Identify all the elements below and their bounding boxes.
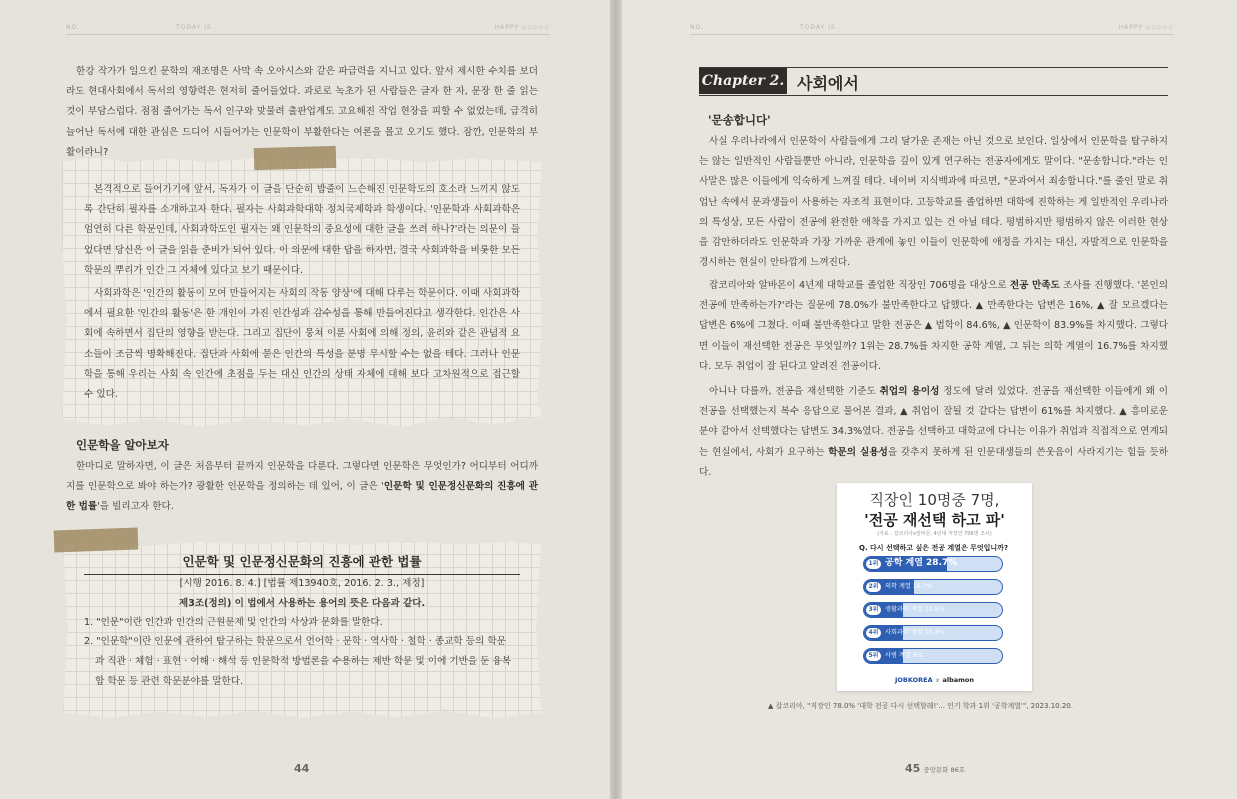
section-paragraph: 한마디로 말하자면, 이 글은 처음부터 끝까지 인문학을 다룬다. 그렇다면 인문학은 무엇인가? 어디부터 어디까지를 인문학으로 봐야 하는가? 광활한 인문학을 정의하는 데 있어, 이 글은 '인문학 및 인문정신문화의 진흥에 관한 법률'을 빌리고자 한다. <box>66 461 538 513</box>
chapter-tag: Chapter 2. <box>699 68 787 94</box>
infographic-rank-badge: 2위 <box>866 582 881 592</box>
book-gutter <box>610 0 622 799</box>
note-paragraph-2: 사회과학은 '인간의 활동이 모여 만들어지는 사회의 작동 양상'에 대해 다루는 학문이다. 이때 사회과학에서 필요한 '인간의 활동'은 한 개인이 가진 인간성과 감수성을 통해 만들어진다고 생각한다. 인간은 사회에 속하면서 집단의 영향을 받는다. 그리고 집단이 뭉쳐 이룬 사회에 의해 정의, 윤리와 같은 관념적 요소들이 조금씩 명확해진다. 집단과 사회에 묻은 인간의 특성을 분명 무시할 수는 없을 테다. 그러나 인문학을 통해 우리는 사회 속 인간에 초점을 두는 대신 인간의 상태 자체에 대해 보다 고차원적으로 접근할 수 있다. <box>84 288 520 401</box>
page-number: 45 <box>905 762 921 775</box>
infographic-source: (자료 : 잡코리아x알바몬, 4년대 직장인 706명 조사) <box>877 531 992 537</box>
infographic-title-line-2: '전공 재선택 하고 파' <box>864 511 1005 529</box>
infographic-row <box>863 602 1003 618</box>
header-happy: HAPPY ◇◇◇◇◇ <box>494 24 550 31</box>
infographic-caption: ▲ 잡코리아, "직장인 78.0% '대학 전공 다시 선택할래!'... 인기 학과 1위 '공학계열'", 2023.10.20. <box>768 702 1073 710</box>
law-item-1: 1. "인문"이란 인간과 인간의 근원문제 및 인간의 사상과 문화를 말한다. <box>84 617 383 628</box>
section-heading: 인문학을 알아보자 <box>76 438 169 452</box>
note-paragraph-1: 본격적으로 들어가기에 앞서, 독자가 이 글을 단순히 밥줄이 느슨해진 인문학도의 호소라 느끼지 않도록 간단히 필자를 소개하고자 한다. 필자는 사회과학대학 정치국제학과 학생이다. '인문학과 사회과학은 엄연히 다른 학문인데, 사회과학도인 필자는 왜 인문학의 중요성에 대한 글을 쓰려 하나?'라는 의문이 들었다면 당신은 이 글을 읽을 준비가 되어 있다. 이 의문에 대한 답을 하자면, 결국 사회과학을 비롯한 모든 학문의 뿌리가 인간 그 자체에 있다고 보기 때문이다. <box>84 184 520 276</box>
law-meta: [시행 2016. 8. 4.] [법률 제13940호, 2016. 2. 3., 제정] <box>179 578 425 589</box>
tape-strip <box>254 146 337 170</box>
page-number-left: 44 <box>294 762 310 775</box>
infographic-row <box>863 625 1003 641</box>
infographic-row <box>863 648 1003 664</box>
tape-strip <box>54 528 139 553</box>
law-title: 인문학 및 인문정신문화의 진흥에 관한 법률 <box>84 552 520 575</box>
infographic-row <box>863 556 1003 572</box>
infographic-title-line-1: 직장인 10명중 7명, <box>869 491 1000 509</box>
infographic-row-label: 사범 계열 9% <box>885 652 923 659</box>
body-paragraph-2: 잡코리아와 알바몬이 4년제 대학교를 졸업한 직장인 706명을 대상으로 전공 만족도 조사를 진행했다. '본인의 전공에 만족하는가?'라는 질문에 78.0%가 불만족한다고 답했다. ▲ 만족한다는 답변은 16%, ▲ 잘 모르겠다는 답변은 6%에 그쳤다. 이때 불만족한다고 말한 전공은 ▲ 법학이 84.6%, ▲ 인문학이 83.9%를 차지했다. 그렇다면 이들이 재선택한 전공은 무엇일까? 1위는 28.7%를 차지한 공학 계열, 그 뒤는 의학 계열이 16.7%를 차지했다. 모두 취업이 잘 된다고 알려진 전공이다. <box>699 280 1168 372</box>
logo-separator: x <box>935 676 940 684</box>
infographic-question: Q. 다시 선택하고 싶은 전공 계열은 무엇입니까? <box>859 544 1009 552</box>
infographic-rank-badge: 4위 <box>866 628 881 638</box>
infographic-row <box>863 579 1003 595</box>
infographic-row-label: 공학 계열 28.7% <box>885 558 958 568</box>
right-header <box>690 24 1174 36</box>
infographic-row-label: 생활과학 계열 10.5% <box>885 606 945 613</box>
page-number-right <box>905 762 965 775</box>
header-no: NO. <box>690 24 704 31</box>
chapter-header <box>699 67 1168 96</box>
magazine-issue: 중앙문화 86호 <box>923 766 966 774</box>
intro-paragraph: 한강 작가가 일으킨 문학의 재조명은 사막 속 오아시스와 같은 파급력을 지니고 있다. 앞서 제시한 수치를 보더라도 현대사회에서 독서의 영향력은 현저히 줄어들었다. 과로로 녹초가 된 사람들은 글자 한 자, 문장 한 줄 읽는 것이 부담스럽다. 점점 줄어가는 독서 인구와 맞물려 출판업계도 고요해진 작업 현장을 피할 수 없었는데, 급격히 늘어난 독서에 대한 관심은 드디어 시들어가는 인문학이 부활한다는 여론을 몰고 오기도 했다. 잠깐, 인문학의 부활이라니? <box>66 66 538 158</box>
infographic-row-label: 사회과학 계열 10.3% <box>885 629 945 636</box>
quote-heading: '문송합니다' <box>708 113 771 127</box>
left-header <box>66 24 550 36</box>
law-item-2: 2. "인문학"이란 인문에 관하여 탐구하는 학문으로서 언어학 · 문학 · 역사학 · 철학 · 종교학 등의 학문 <box>84 636 506 647</box>
header-happy: HAPPY ◇◇◇◇◇ <box>1118 24 1174 31</box>
survey-infographic <box>837 483 1032 691</box>
albamon-logo: albamon <box>942 676 975 684</box>
chapter-title: 사회에서 <box>797 74 859 93</box>
infographic-rank-badge: 5위 <box>866 651 881 661</box>
infographic-row-label: 의학 계열 16.7% <box>885 583 933 590</box>
header-today: TODAY IS... <box>176 24 221 31</box>
body-paragraph-3: 아니나 다를까, 전공을 재선택한 기준도 취업의 용이성 정도에 달려 있었다. 전공을 재선택한 이들에게 왜 이 전공을 선택했는지 복수 응답으로 물어본 결과, ▲ 취업이 잘될 것 같다는 답변이 61%를 차지했다. ▲ 흥미로운 분야 같아서 선택했다는 답변도 34.3%였다. 전공을 선택하고 대학교에 다니는 이유가 취업과 직접적으로 연계되는 현실에서, 사회가 요구하는 학문의 실용성을 갖추지 못하게 된 인문대생들의 쓴웃음이 사라지기는 힘들 듯하다. <box>699 386 1168 478</box>
infographic-logos <box>837 676 1032 684</box>
infographic-rank-badge: 1위 <box>866 559 881 569</box>
law-item-2-cont: 과 직관 · 체험 · 표현 · 이해 · 해석 등 인문학적 방법론을 수용하는 제반 학문 및 이에 기반을 둔 융복 <box>95 656 512 667</box>
header-today: TODAY IS... <box>800 24 845 31</box>
infographic-rank-badge: 3위 <box>866 605 881 615</box>
law-article: 제3조(정의) 이 법에서 사용하는 용어의 뜻은 다음과 같다. <box>178 598 426 609</box>
header-no: NO. <box>66 24 80 31</box>
jobkorea-logo: JOBKOREA <box>894 676 933 684</box>
law-item-2-cont: 합 학문 등 관련 학문분야를 말한다. <box>95 676 244 687</box>
body-paragraph-1: 사실 우리나라에서 인문학이 사람들에게 그리 달가운 존재는 아닌 것으로 보인다. 일상에서 인문학을 탐구하지는 않는 일반적인 사람들뿐만 아니라, 인문학을 깊이 있게 연구하는 전공자에게도 말이다. "문송합니다."라는 인사말은 많은 이들에게 익숙하게 느껴질 테다. 네이버 지식백과에 따르면, "문과여서 죄송합니다."를 줄인 말로 취업난 속에서 문과생들이 사용하는 자조적 표현이다. 고등학교를 졸업하면 대학에 진학하는 게 일반적인 우리나라의 특성상, 모든 사람이 전공에 완전한 애착을 가지고 있는 건 아닐 테다. 평범하지만 평범하지 않은 이러한 현상을 감안하더라도 인문학과 가장 가까운 관계에 놓인 이들이 인문학에 애정을 가지는 대신, 자발적으로 인문학을 경시하는 현실이 안타깝게 느껴진다. <box>699 136 1168 269</box>
